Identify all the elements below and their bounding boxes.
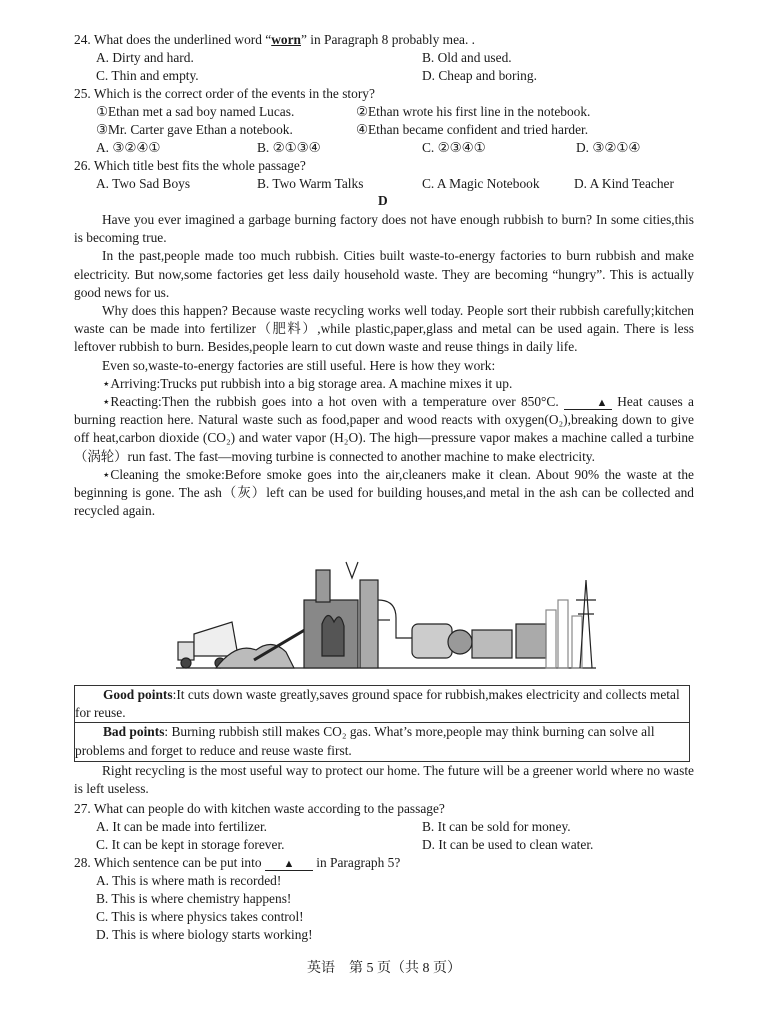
option-25-d[interactable]: D. ③②①④ (576, 140, 641, 155)
triangle-icon: ▲ (283, 858, 295, 870)
passage (74, 211, 694, 520)
paragraph-3: Why does this happen? Because waste recycling works well today. People sort their rubbish carefully;kitchen waste can be made into fertilizer（肥料）,while plastic,paper,glass and metal can be used again. There is less leftover rubbish to burn. Besides,people learn to cut down waste and reuse things in daily life. (74, 303, 694, 355)
points-box (74, 685, 690, 762)
good-points: Good points:It cuts down waste greatly,saves ground space for rubbish,makes electricity and collects metal for reuse. (75, 687, 680, 721)
paragraph-7-cleaning: ⋆Cleaning the smoke:Before smoke goes into the air,cleaners make it clean. About 90% the waste at the beginning is gone. The ash（灰）left can be used for building houses,and metal in the ash can be collected and recycled again. (74, 466, 694, 519)
triangle-icon: ▲ (596, 397, 608, 410)
question-26-stem: 26. Which title best fits the whole passage? (74, 158, 306, 173)
question-27-stem: 27. What can people do with kitchen waste according to the passage? (74, 801, 445, 816)
paragraph-1: Have you ever imagined a garbage burning factory does not have enough rubbish to burn? In some cities,this is becoming true. (74, 212, 694, 246)
option-25-b[interactable]: B. ②①③④ (257, 140, 321, 155)
option-28-a[interactable]: A. This is where math is recorded! (96, 873, 282, 888)
power-tower-icon (576, 580, 596, 668)
section-label: D (378, 193, 388, 208)
option-28-c[interactable]: C. This is where physics takes control! (96, 909, 304, 924)
option-27-d[interactable]: D. It can be used to clean water. (422, 837, 594, 852)
furnace-icon (304, 562, 378, 668)
paragraph-5-arriving: ⋆Arriving:Trucks put rubbish into a big storage area. A machine mixes it up. (102, 375, 513, 391)
option-26-a[interactable]: A. Two Sad Boys (96, 176, 191, 191)
paragraph-2: In the past,people made too much rubbish. Cities built waste-to-energy factories to burn rubbish and make electricity. But now,some factories get less daily household waste. They are becoming “hungry”. This is actually good news for us. (74, 248, 694, 300)
question-28-stem: 28. Which sentence can be put into ▲ in Paragraph 5? (74, 855, 401, 870)
option-24-d[interactable]: D. Cheap and boring. (422, 68, 537, 83)
question-28-blank (265, 857, 313, 871)
option-25-c[interactable]: C. ②③④① (422, 140, 486, 155)
paragraph-8: Right recycling is the most useful way to protect our home. The future will be a greener world where no waste is left useless. (74, 763, 694, 797)
option-24-a[interactable]: A. Dirty and hard. (96, 50, 194, 65)
event-3: ③Mr. Carter gave Ethan a notebook. (96, 122, 293, 137)
option-26-b[interactable]: B. Two Warm Talks (257, 176, 364, 191)
question-25-stem: 25. Which is the correct order of the events in the story? (74, 86, 375, 101)
bad-points: Bad points: Burning rubbish still makes CO₂ gas. What’s more,people may think burning can solve all problems and forget to reduce and reuse waste first. (75, 724, 655, 758)
option-26-c[interactable]: C. A Magic Notebook (422, 176, 540, 191)
event-4: ④Ethan became confident and tried harder. (356, 122, 589, 137)
paragraph-6-reacting: ⋆Reacting:Then the rubbish goes into a hot oven with a temperature over 850°C. ▲ Heat causes a burning reaction here. Natural waste such as food,paper and wood reacts with oxygen(O₂),breaking down to give off heat,carbon dioxide (CO₂) and water vapor (H₂O). The high—pressure vapor makes a machine called a turbine（涡轮）run fast. The fast—moving turbine is connected to another machine to make electricity. (74, 394, 694, 464)
option-28-b[interactable]: B. This is where chemistry happens! (96, 891, 292, 906)
underlined-word: worn (271, 32, 301, 47)
event-1: ①Ethan met a sad boy named Lucas. (96, 104, 295, 119)
paragraph-4: Even so,waste-to-energy factories are still useful. Here is how they work: (102, 357, 496, 373)
page-footer: 英语 第 5 页（共 8 页） (307, 961, 461, 976)
option-27-c[interactable]: C. It can be kept in storage forever. (96, 837, 285, 852)
generator-icon (516, 624, 546, 658)
city-skyline-icon (546, 600, 582, 668)
closing-paragraph (74, 762, 694, 798)
event-2: ②Ethan wrote his first line in the notebook. (356, 104, 591, 119)
answer-blank[interactable] (564, 396, 612, 410)
option-24-c[interactable]: C. Thin and empty. (96, 68, 199, 83)
option-27-b[interactable]: B. It can be sold for money. (422, 819, 571, 834)
option-27-a[interactable]: A. It can be made into fertilizer. (96, 819, 268, 834)
option-24-b[interactable]: B. Old and used. (422, 50, 512, 65)
option-25-a[interactable]: A. ③②④① (96, 140, 161, 155)
question-24-stem: 24. What does the underlined word “worn” in Paragraph 8 probably mea. . (74, 32, 476, 47)
option-28-d[interactable]: D. This is where biology starts working! (96, 927, 313, 942)
waste-to-energy-illustration (176, 560, 596, 678)
turbine-icon (412, 624, 512, 658)
option-26-d[interactable]: D. A Kind Teacher (574, 176, 674, 191)
